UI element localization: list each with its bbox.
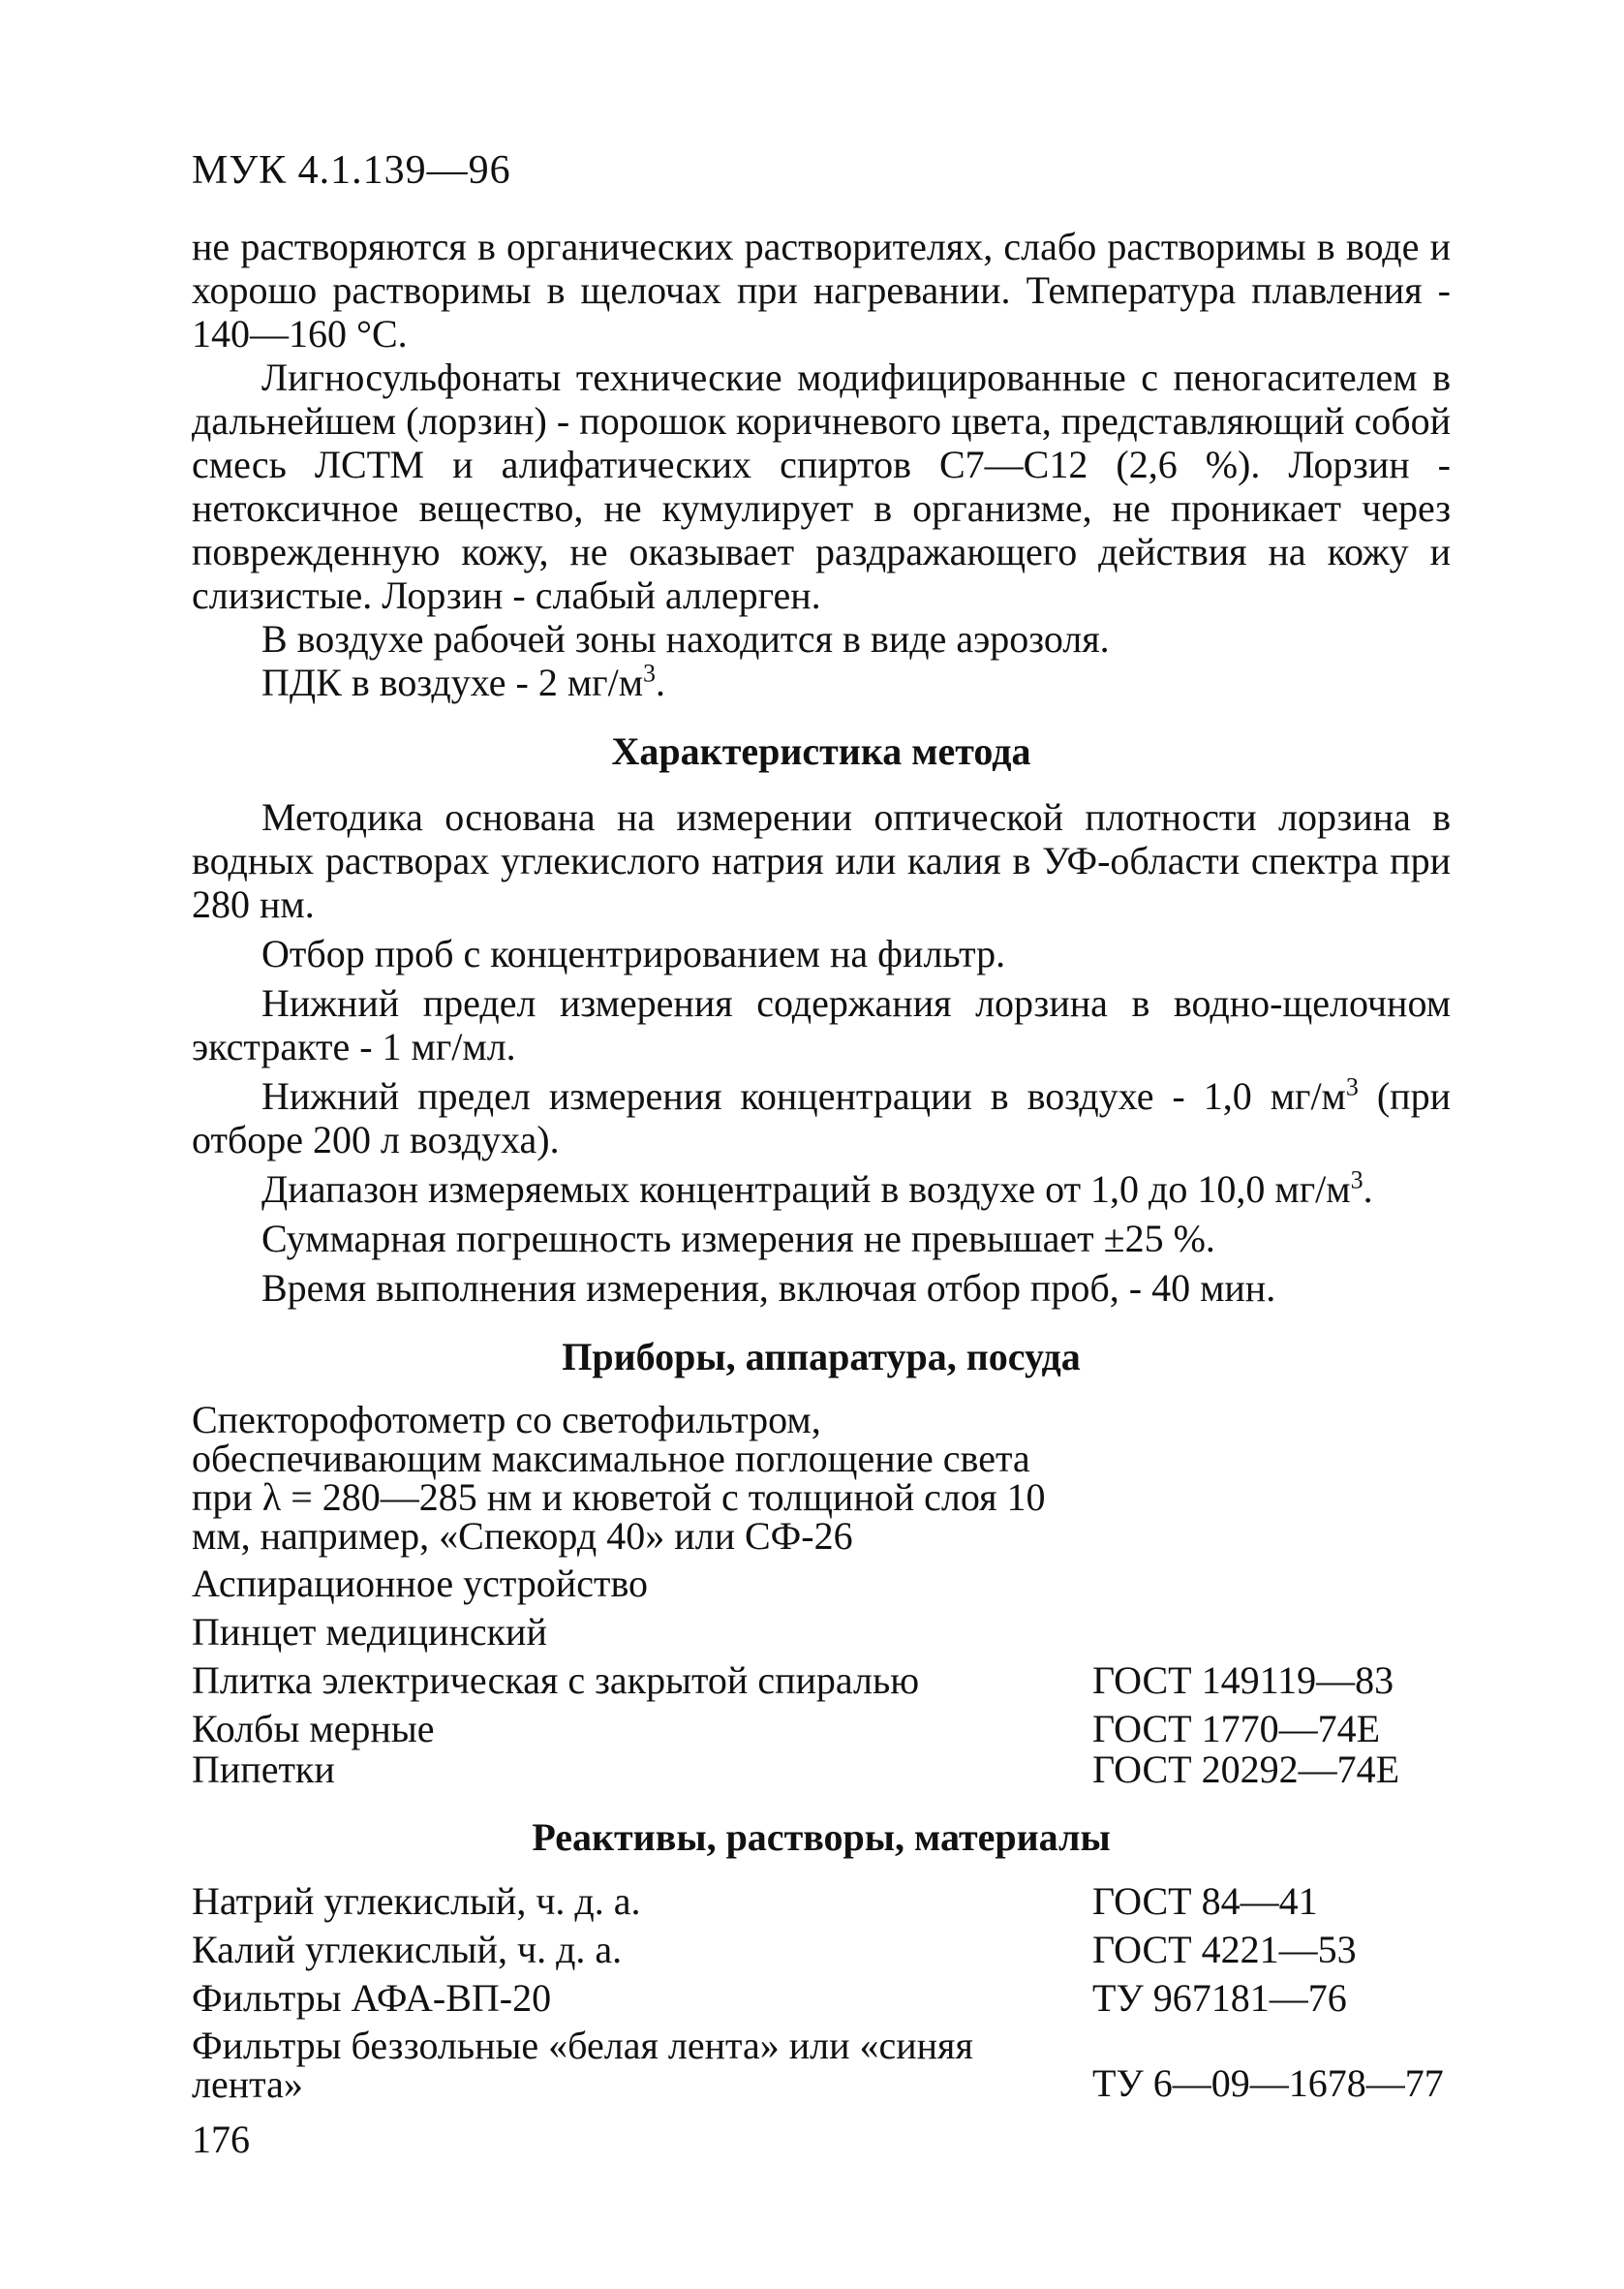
list-item <box>192 1930 1451 1970</box>
list-item-name: Плитка электрическая с закрытой спиралью <box>192 1658 920 1702</box>
method-paragraph-6: Суммарная погрешность измерения не превышает ±25 %. <box>261 1217 1215 1260</box>
list-item-name: Фильтры АФА-ВП-20 <box>192 1976 552 2020</box>
list-item <box>192 1612 1451 1653</box>
list-item-name: Пипетки <box>192 1748 335 1791</box>
document-header: МУК 4.1.139—96 <box>192 148 511 193</box>
method-paragraph-7: Время выполнения измерения, включая отбор проб, - 40 мин. <box>261 1266 1276 1310</box>
list-item <box>192 1563 1451 1604</box>
list-item-name: Калий углекислый, ч. д. а. <box>192 1928 623 1971</box>
page-number: 176 <box>192 2118 250 2161</box>
lower-limit-text: Нижний предел измерения концентрации в воздухе - 1,0 мг/м <box>261 1074 1346 1118</box>
list-item-name: Пинцет медицинский <box>192 1610 547 1654</box>
list-item <box>192 2026 1451 2104</box>
pdk-superscript: 3 <box>643 659 657 688</box>
lower-limit-end: (при отборе 200 л воздуха). <box>192 1074 1451 1161</box>
method-paragraph-1: Методика основана на измерении оптической плотности лорзина в водных растворах углекислого натрия или калия в УФ-области спектра при 280 нм. <box>192 795 1451 926</box>
reagents-section-title: Реактивы, растворы, материалы <box>532 1815 1111 1859</box>
list-item-standard: ТУ 967181—76 <box>1092 1976 1347 2020</box>
lower-limit-superscript: 3 <box>1345 1072 1359 1101</box>
method-section-title: Характеристика метода <box>611 729 1031 773</box>
list-item-standard: ГОСТ 149119—83 <box>1092 1658 1394 1702</box>
intro-paragraph-3: В воздухе рабочей зоны находится в виде аэрозоля. <box>261 617 1110 661</box>
pdk-end: . <box>656 661 666 704</box>
document-page <box>192 145 1451 2112</box>
method-paragraph-2: Отбор проб с концентрированием на фильтр. <box>261 932 1006 975</box>
list-item <box>192 1881 1451 1922</box>
list-item <box>192 1709 1451 1749</box>
method-paragraph-5 <box>192 1167 1451 1211</box>
range-superscript: 3 <box>1350 1165 1364 1194</box>
list-item <box>192 1398 1451 1558</box>
list-item-name: Колбы мерные <box>192 1707 435 1750</box>
intro-paragraph-2: Лигносульфонаты технические модифицированные с пеногасителем в дальнейшем (лорзин) - порошок коричневого цвета, представляющий собой смесь ЛСТМ и алифатических спиртов С7—С12 (2,6 %). Лорзин - нетоксичное вещество, не кумулирует в организме, не проникает через поврежденную кожу, не оказывает раздражающего действия на кожу и слизистые. Лорзин - слабый аллерген. <box>192 356 1451 617</box>
pdk-text: ПДК в воздухе - 2 мг/м <box>261 661 644 704</box>
list-item-name: Спекторофотометр со светофильтром, обеспечивающим максимальное поглощение света при λ = 280—285 нм и кюветой с толщиной слоя 10 мм, например, «Спекорд 40» или СФ-26 <box>192 1398 1046 1558</box>
range-text: Диапазон измеряемых концентраций в воздухе от 1,0 до 10,0 мг/м <box>261 1167 1351 1211</box>
list-item-name: Аспирационное устройство <box>192 1562 649 1605</box>
list-item-name: Фильтры беззольные «белая лента» или «синяя лента» <box>192 2024 973 2106</box>
devices-section-title: Приборы, аппаратура, посуда <box>562 1335 1081 1378</box>
list-item-standard: ГОСТ 20292—74Е <box>1092 1748 1400 1791</box>
list-item-standard: ГОСТ 4221—53 <box>1092 1928 1357 1971</box>
method-paragraph-4 <box>192 1074 1451 1161</box>
list-item-standard: ТУ 6—09—1678—77 <box>1092 2061 1444 2105</box>
devices-list <box>192 1398 1451 1791</box>
method-paragraph-3: Нижний предел измерения содержания лорзина в водно-щелочном экстракте - 1 мг/мл. <box>192 981 1451 1068</box>
list-item-name: Натрий углекислый, ч. д. а. <box>192 1879 641 1923</box>
range-end: . <box>1363 1167 1373 1211</box>
list-item <box>192 1660 1451 1701</box>
list-item <box>192 1978 1451 2019</box>
list-item <box>192 1749 1451 1790</box>
list-item-standard: ГОСТ 84—41 <box>1092 1879 1318 1923</box>
intro-paragraph-4 <box>192 661 1451 704</box>
intro-paragraph-1: не растворяются в органических растворителях, слабо растворимы в воде и хорошо растворимы в щелочах при нагревании. Температура плавления - 140—160 °С. <box>192 225 1451 356</box>
list-item-standard: ГОСТ 1770—74Е <box>1092 1707 1381 1750</box>
reagents-list <box>192 1881 1451 2104</box>
